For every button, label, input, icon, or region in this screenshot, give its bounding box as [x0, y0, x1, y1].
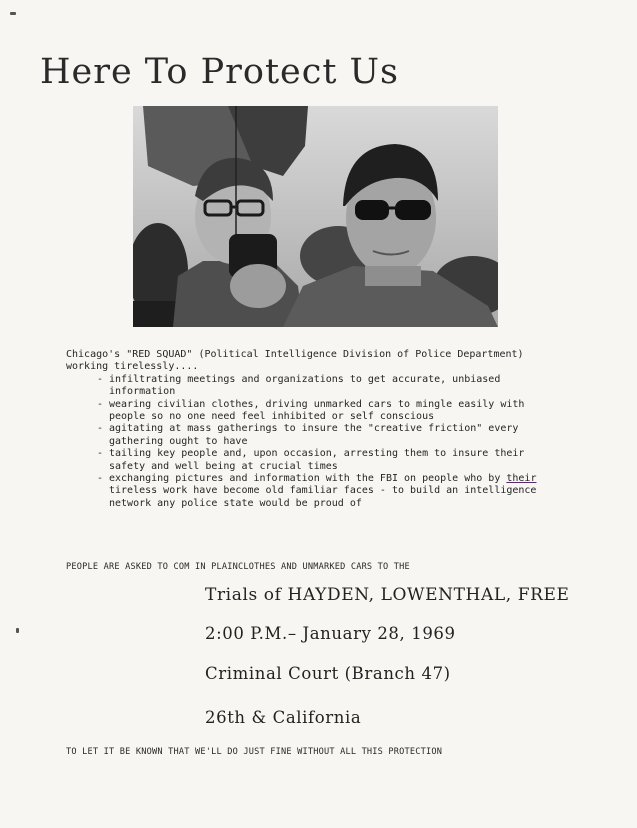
- paper-speck: [16, 628, 19, 633]
- list-item: - tailing key people and, upon occasion, arresting them to insure their safety and well being at crucial times: [97, 448, 576, 473]
- intro-line: working tirelessly....: [66, 361, 199, 373]
- underlined-word: their: [506, 473, 537, 485]
- event-address: 26th & California: [205, 708, 362, 727]
- list-item: - exchanging pictures and information with the FBI on people who by their tireless work have become old familiar faces - to build an intelligence network any police state would be proud of: [97, 473, 576, 510]
- list-item: - wearing civilian clothes, driving unmarked cars to mingle easily with people so no one need feel inhibited or self conscious: [97, 399, 576, 424]
- intro-line: Chicago's "RED SQUAD" (Political Intelligence Division of Police Department): [66, 349, 524, 360]
- event-time: 2:00 P.M.– January 28, 1969: [205, 624, 456, 643]
- flyer-title: Here To Protect Us: [40, 52, 400, 92]
- event-location: Criminal Court (Branch 47): [205, 664, 451, 683]
- paper-speck: [10, 12, 16, 15]
- photo-police-crowd: [133, 106, 498, 327]
- trials-heading: Trials of HAYDEN, LOWENTHAL, FREE: [205, 585, 570, 605]
- list-item: - infiltrating meetings and organizations to get accurate, unbiased information: [97, 374, 576, 399]
- description-text: [66, 349, 576, 510]
- activity-list: [66, 374, 576, 510]
- call-to-action: PEOPLE ARE ASKED TO COM IN PLAINCLOTHES AND UNMARKED CARS TO THE: [66, 562, 410, 572]
- closing-line: TO LET IT BE KNOWN THAT WE'LL DO JUST FINE WITHOUT ALL THIS PROTECTION: [66, 747, 443, 757]
- list-item: - agitating at mass gatherings to insure the "creative friction" every gathering ought to have: [97, 423, 576, 448]
